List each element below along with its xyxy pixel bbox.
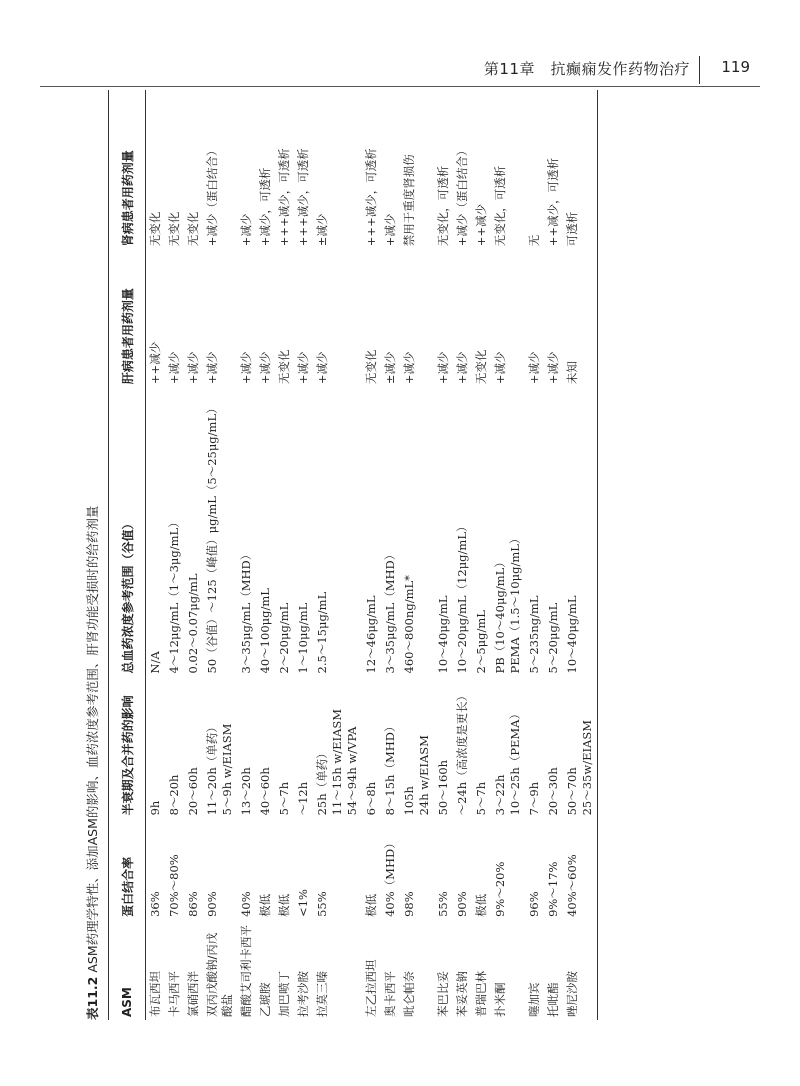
- cell-halflife-line: 40～60h: [258, 767, 272, 816]
- table-row: [381, 90, 400, 1020]
- cell-halflife: [146, 676, 166, 818]
- cell-halflife-line: 20～60h: [186, 767, 200, 816]
- cell-range-line: 3～35μg/mL（MHD）: [239, 548, 253, 674]
- cell-renal: +减少（蛋白结合）: [455, 144, 469, 247]
- table-row: [453, 90, 472, 1020]
- cell-halflife: [275, 676, 294, 818]
- cell-range-line: 40～100μg/mL: [258, 588, 272, 674]
- table-row: [237, 90, 256, 1020]
- cell-range-line: 10～40μg/mL: [565, 595, 579, 674]
- cell-hepatic: +减少: [546, 351, 560, 385]
- cell-renal: +++减少，可透析: [277, 148, 291, 247]
- col-header-asm: ASM: [109, 920, 146, 1020]
- cell-hepatic: 无变化: [277, 349, 291, 385]
- cell-range: [525, 387, 544, 676]
- col-header-binding: 蛋白结合率: [109, 818, 146, 919]
- caption-text: ASM药理学特性、添加ASM的影响、血药浓度参考范围、肝肾功能受损时的给药剂量: [85, 505, 100, 973]
- cell-range-line: PB（10～40μg/mL）: [493, 556, 507, 674]
- cell-range: [563, 387, 598, 676]
- cell-halflife-line: 10～25h（PEMA）: [508, 708, 522, 816]
- cell-hepatic: ++减少: [148, 341, 162, 385]
- cell-range: [400, 387, 434, 676]
- cell-asm: 奥卡西平: [383, 971, 397, 1017]
- cell-renal: 禁用于重度肾损伤: [402, 154, 416, 247]
- cell-halflife: [313, 676, 362, 818]
- cell-hepatic: +减少: [258, 351, 272, 385]
- cell-halflife-line: 8～15h（MHD）: [383, 720, 397, 816]
- cell-asm: 加巴喷丁: [277, 971, 291, 1017]
- cell-hepatic: +减少: [402, 351, 416, 385]
- cell-hepatic: +减少: [186, 351, 200, 385]
- table-row: [563, 90, 598, 1020]
- cell-renal: +++减少，可透析: [296, 148, 310, 247]
- cell-range: [237, 387, 256, 676]
- cell-halflife: [563, 676, 598, 818]
- cell-range: [275, 387, 294, 676]
- cell-range: [294, 387, 313, 676]
- cell-asm: 氯硝西泮: [186, 971, 200, 1017]
- cell-halflife: [184, 676, 203, 818]
- table-row: [472, 90, 491, 1020]
- cell-renal: +减少: [383, 213, 397, 247]
- cell-hepatic: +减少: [436, 351, 450, 385]
- table-row: [184, 90, 203, 1020]
- cell-hepatic: +减少: [296, 351, 310, 385]
- cell-halflife: [381, 676, 400, 818]
- table-row: [294, 90, 313, 1020]
- cell-halflife-line: 50～160h: [436, 759, 450, 816]
- cell-range: [203, 387, 237, 676]
- cell-halflife-line: 5～7h: [474, 781, 488, 816]
- cell-halflife-line: 54～94h w/VPA: [345, 726, 359, 816]
- table-caption: [80, 506, 106, 1020]
- table-row: [313, 90, 362, 1020]
- cell-renal: +减少: [239, 213, 253, 247]
- cell-halflife-line: 6～8h: [364, 781, 378, 816]
- cell-range: [434, 387, 453, 676]
- cell-halflife: [203, 676, 237, 818]
- cell-binding: 40%～60%: [563, 818, 598, 919]
- cell-range: [472, 387, 491, 676]
- col-header-renal: 肾病患者用药剂量: [109, 90, 146, 249]
- cell-renal: +减少，可透析: [258, 167, 272, 247]
- cell-halflife-line: ～24h（高浓度是更长）: [455, 689, 469, 816]
- cell-binding: 36%: [148, 891, 162, 917]
- table-row: [165, 90, 184, 1020]
- cell-halflife-line: 3～22h: [493, 774, 507, 816]
- cell-halflife-line: 9h: [148, 800, 162, 816]
- cell-range-line: 0.02～0.07μg/mL: [186, 573, 200, 674]
- cell-renal: +++减少，可透析: [364, 148, 378, 247]
- cell-range-line: 460～800ng/mL*: [402, 575, 416, 674]
- cell-binding: 98%: [402, 891, 416, 917]
- cell-asm: 普瑞巴林: [474, 971, 488, 1017]
- caption-label: 表11.2: [85, 976, 100, 1020]
- chapter-title: 第11章 抗癫痫发作药物治疗: [483, 60, 690, 78]
- cell-asm: 布瓦西坦: [148, 971, 162, 1017]
- cell-halflife-line: 5～9h w/EIASM: [220, 723, 234, 816]
- table-row: [434, 90, 453, 1020]
- cell-range: [362, 387, 381, 676]
- cell-asm: 卡马西平: [167, 971, 181, 1017]
- cell-halflife: [362, 676, 381, 818]
- cell-binding: 55%: [436, 891, 450, 917]
- table-row: [544, 90, 563, 1020]
- cell-asm: 吡仑帕奈: [402, 971, 416, 1017]
- cell-binding: 极低: [364, 893, 378, 917]
- cell-asm: 苯妥英钠: [455, 971, 469, 1017]
- cell-range-line: 5～20μg/mL: [546, 602, 560, 674]
- cell-range: [453, 387, 472, 676]
- cell-renal: 无变化，可透析: [493, 165, 507, 247]
- cell-renal: ++减少，可透析: [546, 157, 560, 247]
- cell-range-line: 5～235ng/mL: [527, 595, 541, 674]
- cell-range-line: PEMA（1.5～10μg/mL）: [508, 532, 522, 674]
- cell-halflife-line: 20～30h: [546, 767, 560, 816]
- cell-range-line: 10～20μg/mL（12μg/mL）: [455, 520, 469, 674]
- cell-binding: 极低: [258, 893, 272, 917]
- cell-range: [165, 387, 184, 676]
- cell-binding: 极低: [277, 893, 291, 917]
- cell-hepatic: +减少: [167, 351, 181, 385]
- cell-binding: 9%～20%: [493, 861, 507, 917]
- cell-range-line: 4～12μg/mL（1～3μg/mL）: [167, 516, 181, 674]
- cell-hepatic: +减少: [527, 351, 541, 385]
- table-row: [491, 90, 525, 1020]
- cell-renal: ±减少: [315, 213, 329, 247]
- cell-hepatic: +减少: [239, 351, 253, 385]
- cell-hepatic: +减少: [315, 351, 329, 385]
- cell-binding: <1%: [296, 889, 310, 917]
- cell-halflife-line: 13～20h: [239, 767, 253, 816]
- cell-halflife: [400, 676, 434, 818]
- cell-halflife: [434, 676, 453, 818]
- table-row: [146, 90, 166, 1020]
- cell-asm: 噻加宾: [527, 982, 541, 1017]
- cell-hepatic: 未知: [563, 249, 598, 387]
- cell-hepatic: +减少: [205, 351, 219, 385]
- cell-halflife: [491, 676, 525, 818]
- cell-asm: 醋酸艾司利卡西平: [239, 925, 253, 1017]
- cell-range: [256, 387, 275, 676]
- cell-range-line: 2～20μg/mL: [277, 602, 291, 674]
- cell-renal: ++减少: [474, 203, 488, 247]
- cell-halflife-line: ～12h: [296, 781, 310, 816]
- table-body: [146, 90, 598, 1020]
- cell-halflife: [237, 676, 256, 818]
- table-row: [400, 90, 434, 1020]
- cell-binding: 9%～17%: [546, 861, 560, 917]
- asm-table: [108, 90, 598, 1020]
- cell-range-line: 2.5～15μg/mL: [315, 591, 329, 674]
- cell-binding: 86%: [186, 891, 200, 917]
- cell-range: [313, 387, 362, 676]
- cell-halflife-line: 105h: [402, 786, 416, 816]
- cell-range-line: 2～5μg/mL: [474, 610, 488, 674]
- cell-range-line: 10～40μg/mL: [436, 595, 450, 674]
- cell-range: [381, 387, 400, 676]
- cell-range: [184, 387, 203, 676]
- cell-binding: 40%: [239, 891, 253, 917]
- cell-halflife: [472, 676, 491, 818]
- cell-hepatic: 无变化: [474, 349, 488, 385]
- cell-asm: 左乙拉西坦: [364, 959, 378, 1017]
- cell-range-line: 3～35μg/mL（MHD）: [383, 548, 397, 674]
- cell-hepatic: +减少: [455, 351, 469, 385]
- cell-renal: 无变化: [148, 211, 162, 247]
- cell-halflife: [256, 676, 275, 818]
- cell-halflife-line: 25h（单药）: [315, 747, 329, 816]
- cell-halflife-line: 11～20h（单药）: [205, 721, 219, 816]
- col-header-range: 总血药浓度参考范围（谷值）: [109, 387, 146, 676]
- cell-binding: 40%（MHD）: [383, 837, 397, 917]
- cell-asm: 拉考沙胺: [296, 971, 310, 1017]
- col-header-hepatic: 肝病患者用药剂量: [109, 249, 146, 387]
- cell-halflife-line: 5～7h: [277, 781, 291, 816]
- cell-range-line: N/A: [148, 651, 162, 674]
- cell-halflife: [525, 676, 544, 818]
- cell-hepatic: ±减少: [383, 351, 397, 385]
- cell-hepatic: +减少: [493, 351, 507, 385]
- cell-range-line: 50（谷值）～125（峰值）μg/mL（5～25μg/mL）: [205, 402, 219, 674]
- cell-binding: 55%: [315, 891, 329, 917]
- cell-range: [491, 387, 525, 676]
- cell-asm: 双丙戊酸钠/丙戊酸盐: [205, 932, 234, 1017]
- cell-halflife-line: 8～20h: [167, 774, 181, 816]
- cell-binding: 90%: [205, 891, 219, 917]
- cell-asm: 拉莫三嗪: [315, 971, 329, 1017]
- cell-halflife-line: 11～15h w/EIASM: [330, 708, 344, 816]
- rotated-table-region: [80, 90, 710, 1020]
- cell-renal: 无变化，可透析: [436, 165, 450, 247]
- cell-halflife: [294, 676, 313, 818]
- cell-halflife-line: 50～70h: [565, 767, 579, 816]
- table-row: [525, 90, 544, 1020]
- table-row: [256, 90, 275, 1020]
- cell-halflife: [453, 676, 472, 818]
- cell-halflife-line: 25～35w/EIASM: [580, 720, 594, 816]
- table-row: [275, 90, 294, 1020]
- cell-asm: 唑尼沙胺: [563, 920, 598, 1020]
- cell-asm: 扑米酮: [493, 982, 507, 1017]
- cell-binding: 极低: [474, 893, 488, 917]
- page-header: [40, 56, 760, 87]
- cell-binding: 70%～80%: [167, 854, 181, 917]
- cell-renal: +减少（蛋白结合）: [205, 144, 219, 247]
- col-header-halflife: 半衰期及合并药的影响: [109, 676, 146, 818]
- cell-hepatic: 无变化: [364, 349, 378, 385]
- table-header-row: [109, 90, 146, 1020]
- cell-renal: 无: [527, 234, 541, 247]
- cell-binding: 90%: [455, 891, 469, 917]
- cell-asm: 苯巴比妥: [436, 971, 450, 1017]
- cell-renal: 无变化: [167, 211, 181, 247]
- cell-range: [544, 387, 563, 676]
- cell-renal: 无变化: [186, 211, 200, 247]
- cell-range: [146, 387, 166, 676]
- cell-binding: 96%: [527, 891, 541, 917]
- cell-asm: 托吡酯: [546, 982, 560, 1017]
- cell-halflife: [544, 676, 563, 818]
- cell-halflife: [165, 676, 184, 818]
- cell-asm: 乙琥胺: [258, 982, 272, 1017]
- page-number: 119: [721, 58, 750, 76]
- header-divider: [699, 56, 700, 84]
- cell-range-line: 1～10μg/mL: [296, 602, 310, 674]
- cell-halflife-line: 24h w/EIASM: [417, 735, 431, 816]
- cell-halflife-line: 7～9h: [527, 781, 541, 816]
- cell-range-line: 12～46μg/mL: [364, 595, 378, 674]
- table-row: [203, 90, 237, 1020]
- cell-renal: 可透析: [563, 90, 598, 249]
- table-row: [362, 90, 381, 1020]
